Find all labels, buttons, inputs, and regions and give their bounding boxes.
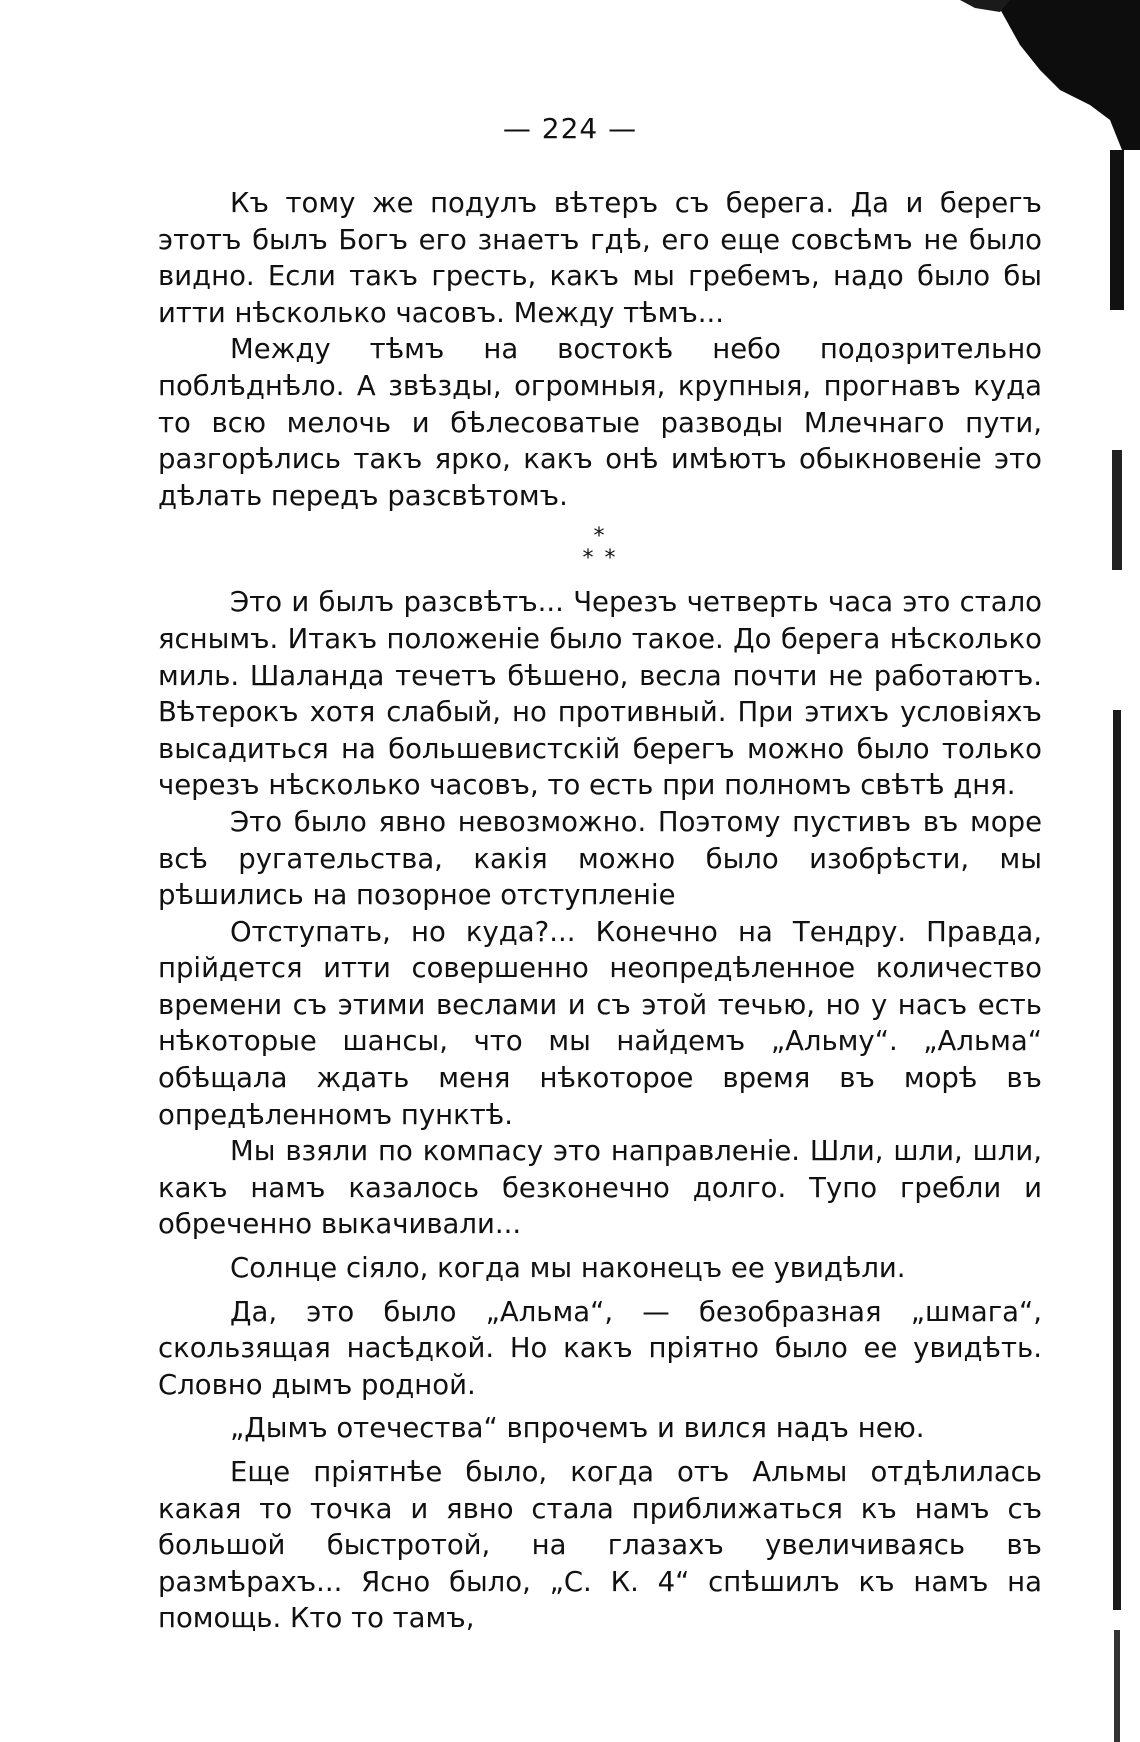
paragraph: Это и былъ разсвѣтъ... Черезъ четверть часа это стало яснымъ. Итакъ положеніе было такое. До берега нѣсколько миль. Шаланда течетъ бѣшено, весла почти не работаютъ. Вѣтерокъ хотя слабый, но противный. При этихъ условіяхъ высадиться на большевистскій берегъ можно было только черезъ нѣсколько часовъ, то есть при полномъ свѣтѣ дня. [158,586,1042,802]
paragraph: Солнце сіяло, когда мы наконецъ ее увидѣли. [230,1252,906,1285]
body-text [158,185,1042,1637]
paragraph: Къ тому же подулъ вѣтеръ съ берега. Да и берегъ этотъ былъ Богъ его знаетъ гдѣ, его еще совсѣмъ не было видно. Если такъ гресть, какъ мы гребемъ, надо было бы итти нѣсколько часовъ. Между тѣмъ... [158,187,1042,329]
page-number: — 224 — [502,112,638,145]
separator-asterisk-top: * [593,524,607,550]
paragraph: Отступать, но куда?... Конечно на Тендру. Правда, прійдется итти совершенно неопредѣленное количество времени съ этими веслами и съ этой течью, но у насъ есть нѣкоторые шансы, что мы найдемъ „Альму“. „Альма“ обѣщала ждать меня нѣкоторое время въ морѣ въ опредѣленномъ пунктѣ. [158,915,1042,1131]
paragraph: „Дымъ отечества“ впрочемъ и вился надъ нею. [230,1412,925,1445]
section-separator [158,526,1042,570]
separator-asterisks-bottom: * * [582,546,618,572]
paragraph: Между тѣмъ на востокѣ небо подозрительно поблѣднѣло. А звѣзды, огромныя, крупныя, прогнавъ куда то всю мелочь и бѣлесоватые разводы Млечнаго пути, разгорѣлись такъ ярко, какъ онѣ имѣютъ обыкновеніе это дѣлать передъ разсвѣтомъ. [158,333,1042,512]
paragraph: Да, это было „Альма“, — безобразная „шмага“, скользящая насѣдкой. Но какъ пріятно было ее увидѣть. Словно дымъ родной. [158,1295,1042,1401]
scan-shadow-edge [1104,150,1126,1742]
paragraph: Это было явно невозможно. Поэтому пустивъ въ море всѣ ругательства, какія можно было изобрѣсти, мы рѣшились на позорное отступленіе [158,805,1042,912]
paragraph: Мы взяли по компасу это направленіе. Шли, шли, шли, какъ намъ казалось безконечно долго. Тупо гребли и обреченно выкачивали... [158,1135,1042,1241]
paragraph: Еще пріятнѣе было, когда отъ Альмы отдѣлилась какая то точка и явно стала приближаться къ намъ съ большой быстротой, на глазахъ увеличиваясь въ размѣрахъ... Ясно было, „С. К. 4“ спѣшилъ къ намъ на помощь. Кто то тамъ, [158,1456,1042,1635]
